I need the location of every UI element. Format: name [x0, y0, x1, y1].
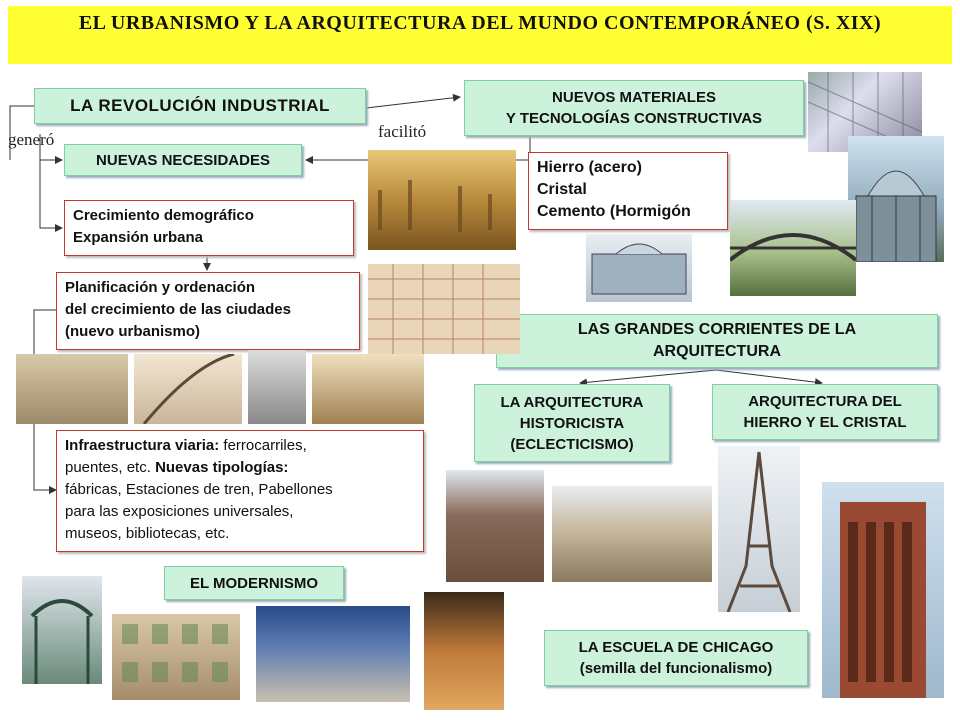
box-arquitectura-historicista — [474, 384, 670, 462]
box-crecimiento — [64, 200, 354, 256]
crecimiento-line2: Expansión urbana — [73, 229, 204, 246]
photo-majolica-house — [112, 614, 240, 700]
box-nuevas-necesidades — [64, 144, 302, 176]
material-cristal: Cristal — [537, 181, 587, 198]
photo-station-hall — [16, 354, 128, 424]
historicista-line1: LA ARQUITECTURA — [500, 393, 644, 411]
hierro-cristal-line2: HIERRO Y EL CRISTAL — [743, 414, 907, 431]
note-facilito: facilitó — [378, 122, 427, 141]
infra-line3: fábricas, Estaciones de tren, Pabellones — [65, 481, 333, 498]
infra-line4: para las exposiciones universales, — [65, 503, 294, 520]
photo-guaranty-building — [822, 482, 944, 698]
material-cemento: Cemento (Hormigón — [537, 203, 691, 220]
photo-exhibition-pavilion — [312, 354, 424, 424]
photo-casa-mila — [256, 606, 410, 702]
infra-text-2: puentes, etc. — [65, 459, 156, 476]
box-materiales-lista — [528, 152, 728, 230]
historicista-line3: (ECLECTICISMO) — [510, 435, 634, 453]
infra-bold-1: Infraestructura viaria: — [65, 437, 220, 454]
page-title: EL URBANISMO Y LA ARQUITECTURA DEL MUNDO CONTEMPORÁNEO (S. XIX) — [8, 6, 952, 64]
box-grandes-corrientes — [496, 314, 938, 368]
photo-metro-entrance — [22, 576, 102, 684]
planificacion-line1: Planificación y ordenación — [65, 279, 256, 296]
infra-line2 — [65, 457, 415, 479]
photo-historicist-building — [552, 486, 712, 582]
planificacion-line3: (nuevo urbanismo) — [65, 323, 201, 340]
box-arquitectura-hierro-cristal — [712, 384, 938, 440]
note-genero: generó — [8, 130, 55, 149]
planificacion-line2: del crecimiento de las ciudades — [65, 301, 291, 318]
box-nuevos-materiales-line2: Y TECNOLOGÍAS CONSTRUCTIVAS — [505, 110, 763, 127]
photo-palacio-cristal — [848, 136, 944, 262]
box-modernismo-label: EL MODERNISMO — [189, 574, 319, 592]
box-nuevas-necesidades-label: NUEVAS NECESIDADES — [96, 151, 270, 169]
box-escuela-chicago — [544, 630, 808, 686]
historicista-line2: HISTORICISTA — [519, 414, 625, 432]
material-hierro: Hierro (acero) — [537, 159, 642, 176]
infra-bold-2: Nuevas tipologías: — [155, 459, 289, 476]
photo-iron-bridge — [730, 200, 856, 296]
photo-tassel-stairs — [424, 592, 504, 710]
box-nuevos-materiales — [464, 80, 804, 136]
box-grandes-corrientes-line2: ARQUITECTURA — [653, 343, 781, 360]
box-infraestructura — [56, 430, 424, 552]
photo-gallery-arcade — [248, 350, 306, 424]
box-revolucion-label: LA REVOLUCIÓN INDUSTRIAL — [70, 96, 330, 115]
crecimiento-line1: Crecimiento demográfico — [73, 207, 254, 224]
box-nuevos-materiales-line1: NUEVOS MATERIALES — [552, 89, 716, 106]
infra-line5: museos, bibliotecas, etc. — [65, 525, 230, 542]
box-revolucion-industrial — [34, 88, 366, 124]
chicago-line1: LA ESCUELA DE CHICAGO — [578, 639, 774, 656]
infra-line1 — [65, 435, 415, 457]
chicago-line2: (semilla del funcionalismo) — [579, 660, 773, 677]
photo-crystal-palace — [586, 234, 692, 302]
box-planificacion — [56, 272, 360, 350]
box-grandes-corrientes-line1: LAS GRANDES CORRIENTES DE LA — [577, 321, 857, 338]
photo-city-plan — [368, 264, 520, 354]
hierro-cristal-line1: ARQUITECTURA DEL — [748, 393, 902, 410]
photo-eiffel-construction — [134, 354, 242, 424]
infra-text-1: ferrocarriles, — [219, 437, 307, 454]
photo-industrial-city — [368, 150, 516, 250]
photo-eiffel-tower — [718, 446, 800, 612]
photo-rijksmuseum — [446, 470, 544, 582]
box-modernismo — [164, 566, 344, 600]
